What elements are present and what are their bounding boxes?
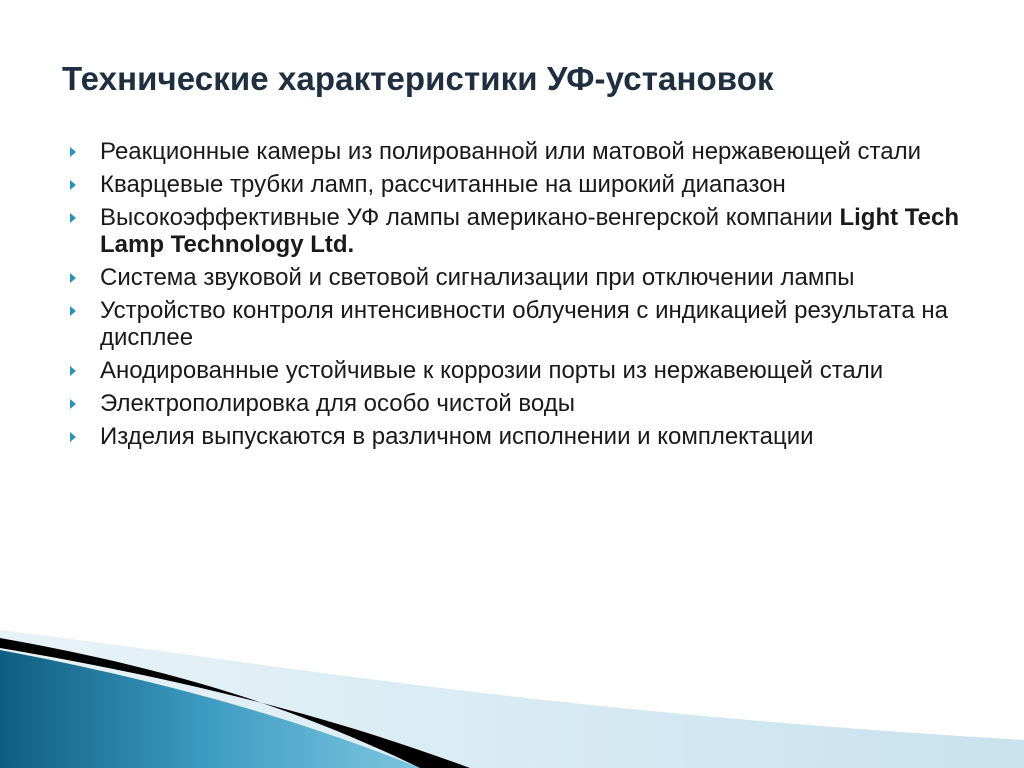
company-name: Light Tech Lamp Technology Ltd. bbox=[100, 204, 959, 258]
bullet-text: Устройство контроля интенсивности облучения с индикацией результата на дисплее bbox=[100, 297, 949, 351]
triangle-right-icon bbox=[70, 213, 76, 223]
list-item bbox=[66, 138, 976, 165]
list-item bbox=[66, 297, 976, 351]
bullet-text: Высокоэффективные УФ лампы американо-венгерской компании bbox=[100, 204, 840, 231]
list-item bbox=[66, 171, 976, 198]
list-item bbox=[66, 264, 976, 291]
list-item bbox=[66, 423, 976, 450]
list-item bbox=[66, 204, 976, 258]
triangle-right-icon bbox=[70, 432, 76, 442]
bullet-text: Реакционные камеры из полированной или матовой нержавеющей стали bbox=[100, 138, 922, 165]
bullet-text: Система звуковой и световой сигнализации при отключении лампы bbox=[100, 264, 855, 291]
bullet-list bbox=[66, 138, 976, 456]
triangle-right-icon bbox=[70, 306, 76, 316]
list-item bbox=[66, 390, 976, 417]
bullet-text: Анодированные устойчивые к коррозии порты из нержавеющей стали bbox=[100, 357, 884, 384]
triangle-right-icon bbox=[70, 399, 76, 409]
bullet-text: Изделия выпускаются в различном исполнении и комплектации bbox=[100, 423, 814, 450]
slide-title: Технические характеристики УФ-установок bbox=[62, 60, 774, 97]
triangle-right-icon bbox=[70, 180, 76, 190]
triangle-right-icon bbox=[70, 366, 76, 376]
triangle-right-icon bbox=[70, 273, 76, 283]
bullet-text: Кварцевые трубки ламп, рассчитанные на широкий диапазон bbox=[100, 171, 786, 198]
triangle-right-icon bbox=[70, 147, 76, 157]
list-item bbox=[66, 357, 976, 384]
bullet-text: Электрополировка для особо чистой воды bbox=[100, 390, 575, 417]
decorative-wave bbox=[0, 620, 1024, 768]
